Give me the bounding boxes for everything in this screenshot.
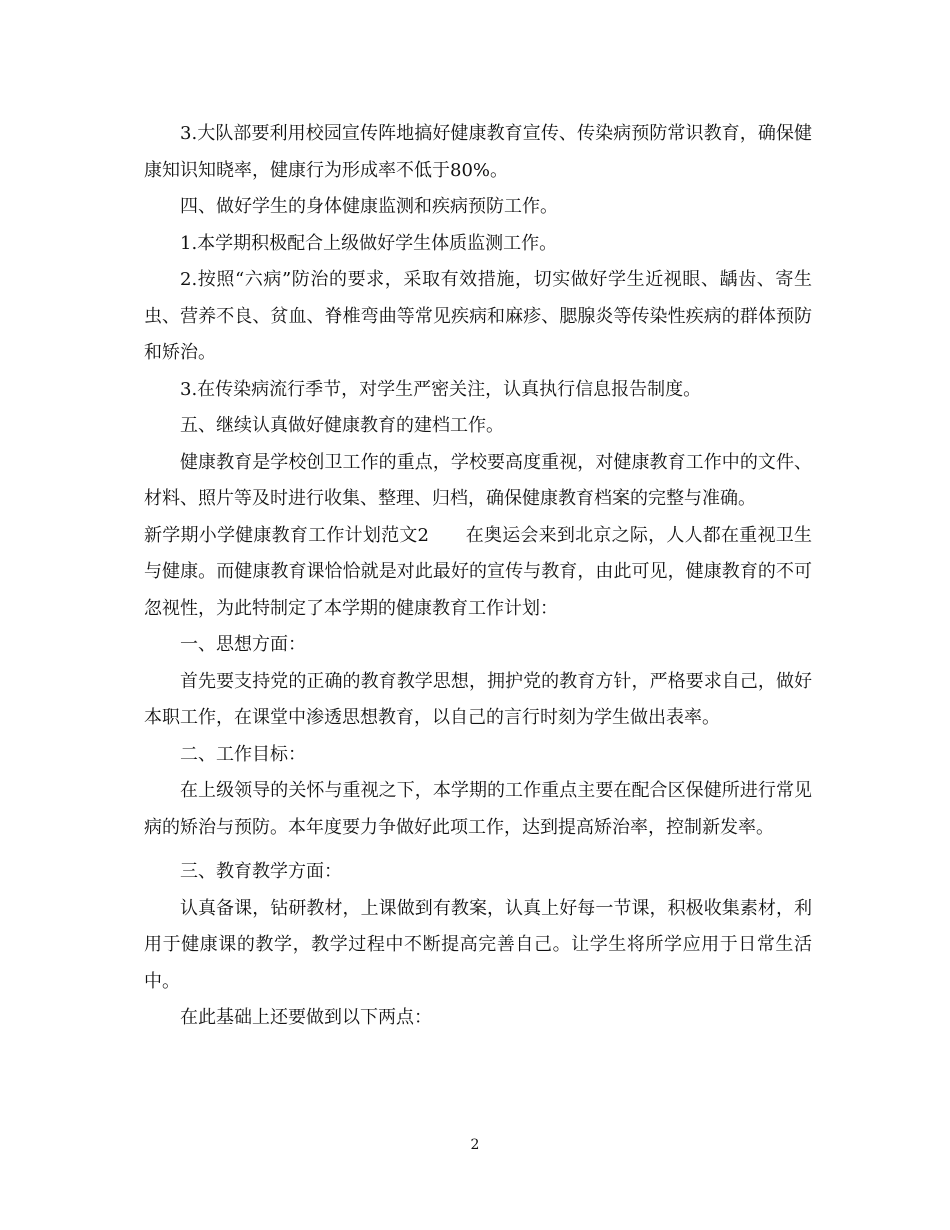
paragraph-teaching-detail: 认真备课，钻研教材，上课做到有教案，认真上好每一节课，积极收集素材，利用于健康课的教学，教学过程中不断提高完善自己。让学生将所学应用于日常生活中。	[144, 897, 812, 992]
paragraph-two-points-intro: 在此基础上还要做到以下两点：	[180, 1007, 432, 1028]
section-heading-work-goals: 二、工作目标：	[180, 743, 306, 765]
paragraph-archiving-detail: 健康教育是学校创卫工作的重点，学校要高度重视，对健康教育工作中的文件、材料、照片等及时进行收集、整理、归档，确保健康教育档案的完整与准确。	[144, 451, 812, 509]
section-heading-ideology: 一、思想方面：	[180, 634, 306, 655]
paragraph-item-1-physical-monitoring: 1.本学期积极配合上级做好学生体质监测工作。	[180, 232, 558, 254]
paragraph-work-goals-detail: 在上级领导的关怀与重视之下，本学期的工作重点主要在配合区保健所进行常见病的矫治与预防。本年度要力争做好此项工作，达到提高矫治率，控制新发率。	[144, 780, 812, 838]
page-number: 2	[470, 1137, 480, 1153]
section-heading-archiving: 五、继续认真做好健康教育的建档工作。	[180, 415, 504, 436]
section-heading-health-monitoring: 四、做好学生的身体健康监测和疾病预防工作。	[180, 196, 558, 217]
paragraph-item-3-publicity: 3.大队部要利用校园宣传阵地搞好健康教育宣传、传染病预防常识教育，确保健康知识知晓率，健康行为形成率不低于80%。	[144, 123, 812, 181]
document-body	[144, 116, 812, 1037]
paragraph-item-2-six-diseases: 2.按照“六病”防治的要求，采取有效措施，切实做好学生近视眼、龋齿、寄生虫、营养不良、贫血、脊椎弯曲等常见疾病和麻疹、腮腺炎等传染性疾病的群体预防和矫治。	[144, 269, 812, 363]
paragraph-plan-2-intro: 新学期小学健康教育工作计划范文2 在奥运会来到北京之际，人人都在重视卫生与健康。而健康教育课恰恰就是对此最好的宣传与教育，由此可见，健康教育的不可忽视性，为此特制定了本学期的健康教育工作计划：	[144, 524, 812, 619]
section-heading-teaching: 三、教育教学方面：	[180, 861, 342, 882]
paragraph-ideology-detail: 首先要支持党的正确的教育教学思想，拥护党的教育方针，严格要求自己，做好本职工作，在课堂中渗透思想教育，以自己的言行时刻为学生做出表率。	[144, 670, 812, 728]
paragraph-item-3-epidemic-season: 3.在传染病流行季节，对学生严密关注，认真执行信息报告制度。	[180, 378, 702, 400]
